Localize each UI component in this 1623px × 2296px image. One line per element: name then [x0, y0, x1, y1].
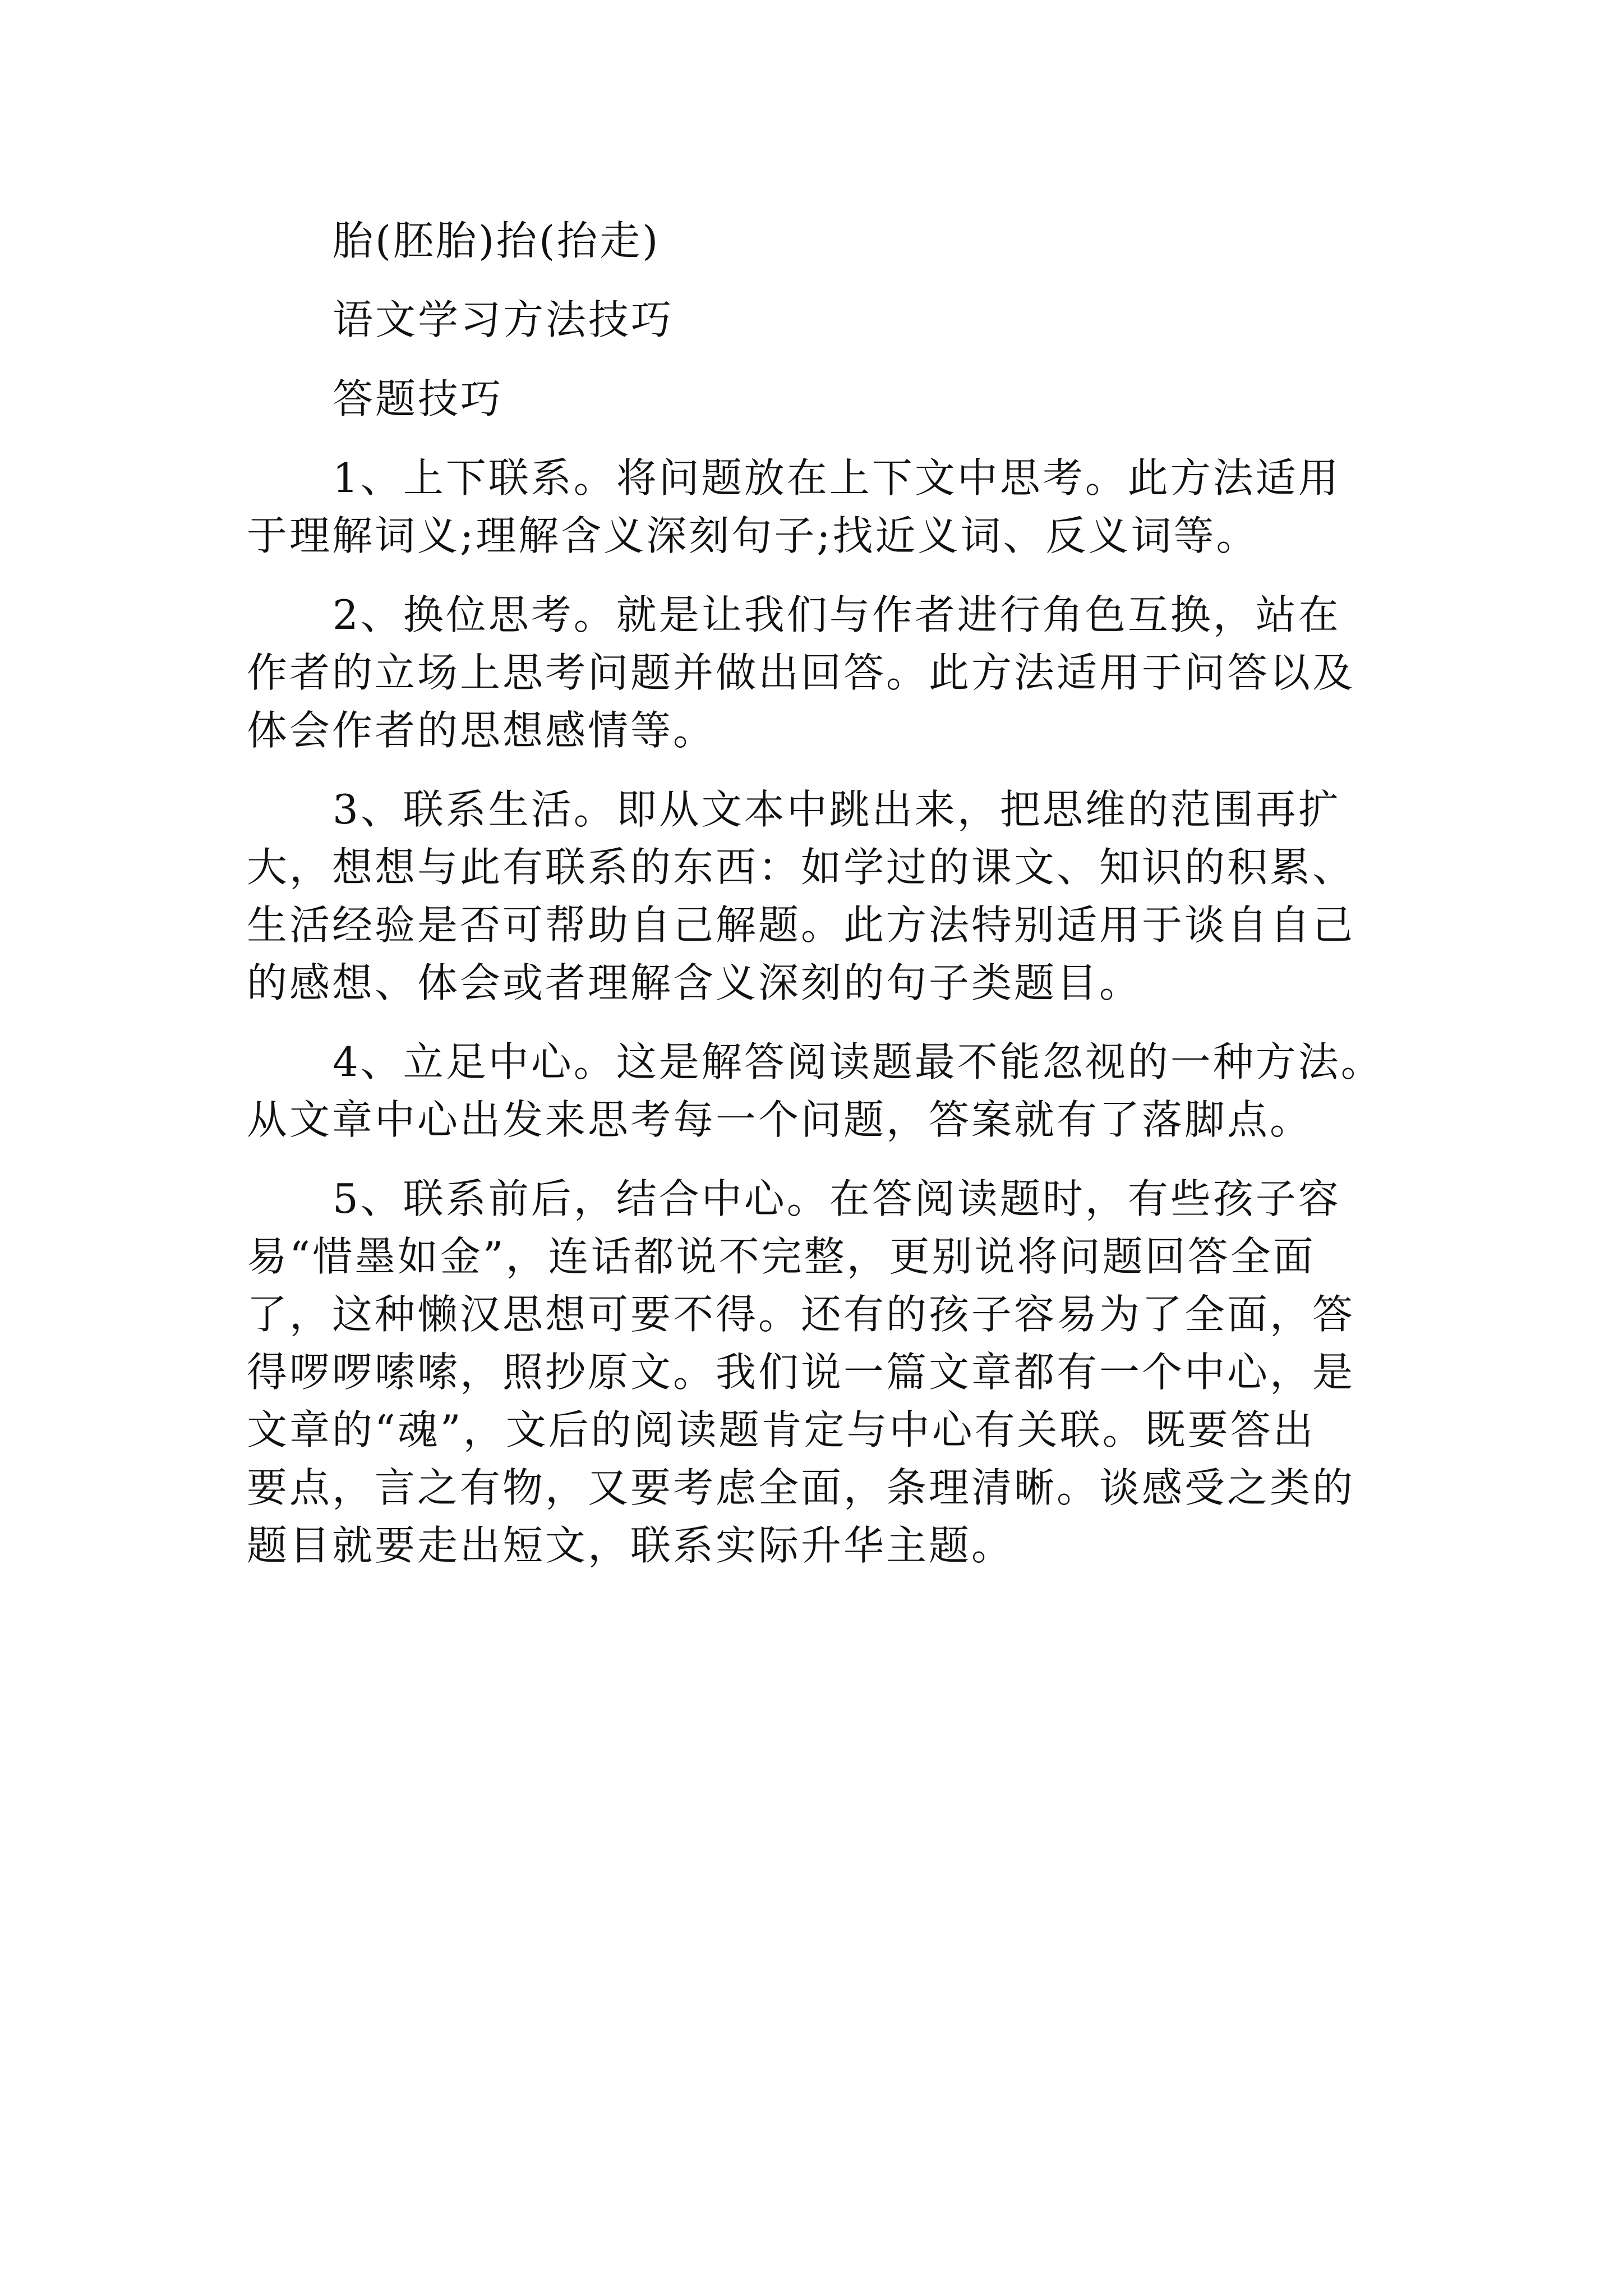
- paragraph-3-line-1: 3、联系生活。即从文本中跳出来，把思维的范围再扩: [333, 786, 1341, 833]
- section-title: 语文学习方法技巧: [333, 296, 674, 343]
- subsection-title: 答题技巧: [333, 375, 504, 422]
- document-body: [247, 212, 1384, 1575]
- paragraph-4-line-2: 从文章中心出发来思考每一个问题，答案就有了落脚点。: [247, 1096, 1313, 1143]
- paragraph-5-line-3: 了，这种懒汉思想可要不得。还有的孩子容易为了全面，答: [247, 1291, 1355, 1338]
- example-line: 胎(胚胎)抬(抬走): [333, 217, 661, 264]
- paragraph-5-line-7: 题目就要走出短文，联系实际升华主题。: [247, 1522, 1015, 1569]
- paragraph-5-line-1: 5、联系前后，结合中心。在答阅读题时，有些孩子容: [333, 1175, 1341, 1222]
- paragraph-5-line-4: 得啰啰嗦嗦，照抄原文。我们说一篇文章都有一个中心，是: [247, 1349, 1355, 1396]
- paragraph-5-line-2: 易“惜墨如金”，连话都说不完整，更别说将问题回答全面: [247, 1233, 1316, 1280]
- paragraph-3-line-3: 生活经验是否可帮助自己解题。此方法特别适用于谈自自己: [247, 901, 1355, 949]
- paragraph-1-line-2: 于理解词义;理解含义深刻句子;找近义词、反义词等。: [247, 512, 1259, 559]
- paragraph-2-line-3: 体会作者的思想感情等。: [247, 707, 716, 754]
- paragraph-5-line-6: 要点，言之有物，又要考虑全面，条理清晰。谈感受之类的: [247, 1464, 1355, 1511]
- paragraph-3-line-2: 大，想想与此有联系的东西：如学过的课文、知识的积累、: [247, 844, 1355, 891]
- paragraph-1-line-1: 1、上下联系。将问题放在上下文中思考。此方法适用: [333, 454, 1341, 501]
- paragraph-2-line-2: 作者的立场上思考问题并做出回答。此方法适用于问答以及: [247, 649, 1355, 696]
- paragraph-4-line-1: 4、立足中心。这是解答阅读题最不能忽视的一种方法。: [333, 1038, 1384, 1085]
- paragraph-5-line-5: 文章的“魂”，文后的阅读题肯定与中心有关联。既要答出: [247, 1406, 1316, 1453]
- paragraph-3-line-4: 的感想、体会或者理解含义深刻的句子类题目。: [247, 959, 1142, 1006]
- paragraph-2-line-1: 2、换位思考。就是让我们与作者进行角色互换，站在: [333, 591, 1341, 638]
